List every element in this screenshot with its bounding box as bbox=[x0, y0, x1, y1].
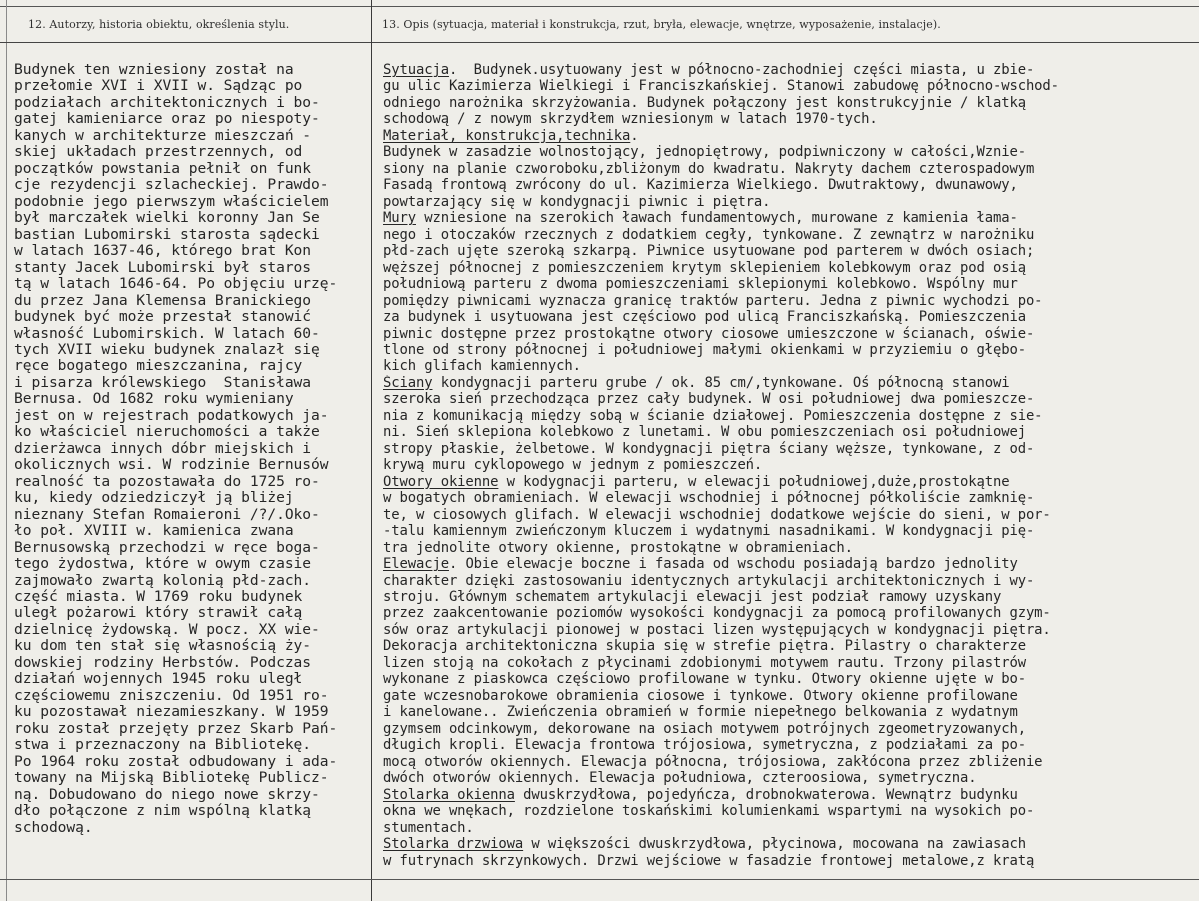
line-text: węższej północnej z pomieszczeniem krytym sklepieniem kolebkowym oraz pod osią bbox=[383, 259, 1026, 276]
text-line bbox=[14, 375, 371, 391]
line-text: początków powstania pełnił on funk bbox=[14, 160, 312, 177]
line-text: w latach 1637-46, którego brat Kon bbox=[14, 243, 312, 260]
text-line bbox=[383, 540, 1199, 556]
line-text: dzielnicę żydowską. W pocz. XX wie- bbox=[14, 621, 320, 638]
text-line bbox=[14, 227, 371, 243]
line-text: piwnic dostępne przez prostokątne otwory ciosowe umieszczone w ścianach, oświe- bbox=[383, 325, 1035, 342]
text-line bbox=[14, 704, 371, 720]
line-text: Budynek ten wzniesiony został na bbox=[14, 62, 294, 78]
text-line bbox=[383, 605, 1199, 621]
header-rule bbox=[0, 42, 1199, 43]
text-line bbox=[14, 490, 371, 506]
line-text: ną. Dobudowano do niego nowe skrzy- bbox=[14, 786, 320, 803]
text-line bbox=[14, 622, 371, 638]
line-text: częściowemu zniszczeniu. Od 1951 ro- bbox=[14, 687, 329, 704]
subheading: Stolarka okienna bbox=[383, 786, 515, 803]
text-line bbox=[383, 671, 1199, 687]
line-text: przełomie XVI i XVII w. Sądząc po bbox=[14, 78, 303, 95]
text-line bbox=[383, 573, 1199, 589]
line-text: ło poł. XVIII w. kamienica zwana bbox=[14, 523, 294, 540]
text-line bbox=[383, 326, 1199, 342]
line-text: Dekoracja architektoniczna skupia się w strefie piętra. Pilastry o charakterze bbox=[383, 638, 1026, 655]
text-line bbox=[383, 177, 1199, 193]
line-text: Fasadą frontową zwrócony do ul. Kazimierza Wielkiego. Dwutraktowy, dwunawowy, bbox=[383, 177, 1018, 194]
line-text: schodową. bbox=[14, 819, 93, 836]
text-line bbox=[383, 507, 1199, 523]
line-text: du przez Jana Klemensa Branickiego bbox=[14, 292, 312, 309]
text-line bbox=[383, 62, 1199, 78]
line-text: w kodygnacji parteru, w elewacji południowej,duże,prostokątne bbox=[498, 473, 1010, 490]
line-text: za budynek i usytuowana jest częściowo pod ulicą Franciszkańską. Pomieszczenia bbox=[383, 309, 1026, 326]
text-line bbox=[383, 111, 1199, 127]
line-text: sów oraz artykulacji pionowej w postaci lizen występujących w kondygnacji piętra. bbox=[383, 621, 1051, 638]
line-text: pomiędzy piwnicami wyznacza granicę traktów parteru. Jedna z piwnic wychodzi po- bbox=[383, 292, 1043, 309]
text-line bbox=[383, 754, 1199, 770]
text-line bbox=[383, 655, 1199, 671]
line-text: tych XVII wieku budynek znalazł się bbox=[14, 341, 320, 358]
line-text: Budynek w zasadzie wolnostojący, jednopiętrowy, podpiwniczony w całości,Wznie- bbox=[383, 144, 1026, 161]
line-text: ręce bogatego mieszczanina, rajcy bbox=[14, 358, 303, 375]
text-line bbox=[14, 671, 371, 687]
text-line bbox=[14, 78, 371, 94]
line-text: gzymsem odcinkowym, dekorowane na osiach motywem potrójnych zgeometryzowanych, bbox=[383, 720, 1026, 737]
text-line bbox=[14, 754, 371, 770]
line-text: stropy płaskie, żelbetowe. W kondygnacji piętra ściany węższe, tynkowane, z od- bbox=[383, 440, 1035, 457]
line-text: dowskiej rodziny Herbstów. Podczas bbox=[14, 654, 312, 671]
text-line bbox=[14, 293, 371, 309]
text-line bbox=[383, 194, 1199, 210]
text-line bbox=[383, 78, 1199, 94]
line-text: charakter dzięki zastosowaniu identycznych artykulacji architektonicznych i wy- bbox=[383, 572, 1035, 589]
line-text: stroju. Głównym schematem artykulacji elewacji jest podział ramowy uzyskany bbox=[383, 589, 1002, 605]
text-line bbox=[14, 342, 371, 358]
history-column bbox=[14, 62, 371, 836]
line-text: własność Lubomirskich. W latach 60- bbox=[14, 325, 320, 342]
section-13-header: 13. Opis (sytuacja, materiał i konstrukcja, rzut, bryła, elewacje, wnętrze, wyposażenie, instalacje). bbox=[382, 18, 941, 31]
text-line bbox=[383, 622, 1199, 638]
text-line bbox=[14, 358, 371, 374]
text-line bbox=[14, 144, 371, 160]
text-line bbox=[14, 803, 371, 819]
line-text: podziałach architektonicznych i bo- bbox=[14, 94, 320, 111]
line-text: stumentach. bbox=[383, 819, 474, 836]
text-line bbox=[14, 655, 371, 671]
text-line bbox=[383, 276, 1199, 292]
line-text: w bogatych obramieniach. W elewacji wschodniej i północnej półkoliście zamknię- bbox=[383, 490, 1035, 507]
line-text: gatej kamieniarce oraz po niespoty- bbox=[14, 111, 320, 128]
text-line bbox=[14, 523, 371, 539]
text-line bbox=[14, 770, 371, 786]
text-line bbox=[14, 260, 371, 276]
description-column bbox=[383, 62, 1199, 869]
line-text: szeroka sień przechodząca przez cały budynek. W osi południowej dwa pomieszcze- bbox=[383, 391, 1035, 408]
text-line bbox=[383, 490, 1199, 506]
text-line bbox=[383, 441, 1199, 457]
text-line bbox=[14, 457, 371, 473]
subheading: Stolarka drzwiowa bbox=[383, 836, 524, 853]
line-text: dzierżawca innych dóbr miejskich i bbox=[14, 440, 312, 457]
text-line bbox=[383, 210, 1199, 226]
text-line bbox=[383, 375, 1199, 391]
line-text: nia z komunikacją między sobą w ścianie działowej. Pomieszczenia dostępne z sie- bbox=[383, 407, 1043, 424]
subheading: Otwory okienne bbox=[383, 473, 499, 490]
line-text: te, w ciosowych glifach. W elewacji wschodniej dodatkowe wejście do sieni, w por- bbox=[383, 506, 1051, 523]
line-text: budynek być może przestał stanowić bbox=[14, 309, 312, 326]
line-text: działań wojennych 1945 roku uległ bbox=[14, 671, 303, 688]
line-text: i pisarza królewskiego Stanisława bbox=[14, 374, 312, 391]
text-line bbox=[14, 638, 371, 654]
text-line bbox=[383, 836, 1199, 852]
text-line bbox=[14, 573, 371, 589]
line-text: realność ta pozostawała do 1725 ro- bbox=[14, 473, 320, 490]
line-text: dwuskrzydłowa, pojedyńcza, drobnokwaterowa. Wewnątrz budynku bbox=[514, 786, 1018, 803]
text-line bbox=[383, 144, 1199, 160]
text-line bbox=[383, 820, 1199, 836]
text-line bbox=[383, 424, 1199, 440]
text-line bbox=[383, 737, 1199, 753]
text-line bbox=[14, 556, 371, 572]
line-text: przez zaakcentowanie poziomów wysokości kondygnacji za pomocą profilowanych gzym- bbox=[383, 605, 1051, 622]
text-line bbox=[14, 194, 371, 210]
text-line bbox=[383, 474, 1199, 490]
text-line bbox=[383, 243, 1199, 259]
line-text: wykonane z piaskowca częściowo profilowane w tynku. Otwory okienne ujęte w bo- bbox=[383, 671, 1026, 688]
text-line bbox=[383, 408, 1199, 424]
line-text: część miasta. W 1769 roku budynek bbox=[14, 589, 303, 605]
line-text: mocą otworów okiennych. Elewacja północna, trójosiowa, zakłócona przez zbliżenie bbox=[383, 753, 1043, 770]
line-text: kich glifach kamiennych. bbox=[383, 358, 581, 375]
text-line bbox=[14, 161, 371, 177]
line-text: . Budynek.usytuowany jest w północno-zachodniej części miasta, u zbie- bbox=[448, 62, 1035, 78]
text-line bbox=[383, 523, 1199, 539]
text-line bbox=[14, 243, 371, 259]
text-line bbox=[14, 589, 371, 605]
text-line bbox=[383, 358, 1199, 374]
text-line bbox=[14, 128, 371, 144]
text-line bbox=[14, 507, 371, 523]
line-text: towany na Mijską Bibliotekę Publicz- bbox=[14, 770, 329, 787]
text-line bbox=[14, 441, 371, 457]
line-text: bastian Lubomirski starosta sądecki bbox=[14, 226, 320, 243]
text-line bbox=[383, 787, 1199, 803]
line-text: okolicznych wsi. W rodzinie Bernusów bbox=[14, 457, 329, 474]
line-text: nieznany Stefan Romaieroni /?/.Oko- bbox=[14, 506, 320, 523]
text-line bbox=[14, 391, 371, 407]
text-line bbox=[14, 721, 371, 737]
line-text: gu ulic Kazimierza Wielkiegi i Franciszkańskiej. Stanowi zabudowę północno-wschod- bbox=[383, 78, 1059, 95]
text-line bbox=[14, 737, 371, 753]
line-text: . Obie elewacje boczne i fasada od wschodu posiadają bardzo jednolity bbox=[448, 556, 1018, 573]
text-line bbox=[14, 408, 371, 424]
line-text: Bernusowską przechodzi w ręce boga- bbox=[14, 539, 320, 556]
top-edge-line bbox=[0, 6, 1199, 7]
line-text: . bbox=[630, 127, 639, 144]
text-line bbox=[14, 62, 371, 78]
line-text: w większości dwuskrzydłowa, płycinowa, mocowana na zawiasach bbox=[523, 836, 1026, 853]
section-12-header: 12. Autorzy, historia obiektu, określenia stylu. bbox=[28, 18, 290, 31]
line-text: cje rezydencji szlacheckiej. Prawdo- bbox=[14, 177, 329, 194]
line-text: tą w latach 1646-64. Po objęciu urzę- bbox=[14, 276, 338, 293]
line-text: dło połączone z nim wspólną klatką bbox=[14, 803, 312, 820]
line-text: tego żydostwa, które w owym czasie bbox=[14, 556, 312, 573]
line-text: krywą muru cyklopowego w jednym z pomieszczeń. bbox=[383, 457, 763, 474]
line-text: dwóch otworów okiennych. Elewacja południowa, czteroosiowa, symetryczna. bbox=[383, 770, 977, 787]
subheading: Mury bbox=[383, 210, 416, 227]
line-text: odniego narożnika skrzyżowania. Budynek połączony jest konstrukcyjnie / klatką bbox=[383, 94, 1026, 111]
text-line bbox=[383, 128, 1199, 144]
text-line bbox=[383, 704, 1199, 720]
line-text: jest on w rejestrach podatkowych ja- bbox=[14, 407, 329, 424]
line-text: stwa i przeznaczony na Bibliotekę. bbox=[14, 737, 312, 754]
text-line bbox=[14, 177, 371, 193]
line-text: skiej układach przestrzennych, od bbox=[14, 144, 303, 161]
line-text: długich kropli. Elewacja frontowa trójosiowa, symetryczna, z podziałami za po- bbox=[383, 737, 1026, 754]
subheading: Elewacje bbox=[383, 556, 449, 573]
text-line bbox=[383, 260, 1199, 276]
line-text: kondygnacji parteru grube / ok. 85 cm/,tynkowane. Oś północną stanowi bbox=[432, 374, 1010, 391]
text-line bbox=[383, 770, 1199, 786]
line-text: nego i otoczaków rzecznych z dodatkiem cegły, tynkowane. Z zewnątrz w narożniku bbox=[383, 226, 1035, 243]
text-line bbox=[383, 309, 1199, 325]
line-text: był marczałek wielki koronny Jan Se bbox=[14, 210, 320, 227]
left-margin-line bbox=[6, 0, 7, 901]
line-text: tra jednolite otwory okienne, prostokątne w obramieniach. bbox=[383, 539, 853, 556]
line-text: powtarzający się w kondygnacji piwnic i piętra. bbox=[383, 193, 771, 210]
line-text: ko właściciel nieruchomości a także bbox=[14, 424, 320, 441]
subheading: Materiał, konstrukcja,technika bbox=[383, 127, 631, 144]
text-line bbox=[383, 293, 1199, 309]
text-line bbox=[383, 721, 1199, 737]
text-line bbox=[383, 342, 1199, 358]
line-text: lizen stoją na cokołach z płycinami zdobionymi motywem rautu. Trzony pilastrów bbox=[383, 654, 1026, 671]
subheading: Sytuacja bbox=[383, 62, 449, 78]
text-line bbox=[14, 787, 371, 803]
line-text: schodową / z nowym skrzydłem wzniesionym w latach 1970-tych. bbox=[383, 111, 878, 128]
line-text: wzniesione na szerokich ławach fundamentowych, murowane z kamienia łama- bbox=[415, 210, 1018, 227]
text-line bbox=[383, 803, 1199, 819]
text-line bbox=[14, 605, 371, 621]
line-text: Bernusa. Od 1682 roku wymieniany bbox=[14, 391, 294, 408]
line-text: gate wczesnobarokowe obramienia ciosowe i tynkowe. Otwory okienne profilowane bbox=[383, 687, 1018, 704]
text-line bbox=[14, 111, 371, 127]
text-line bbox=[14, 540, 371, 556]
line-text: i kanelowane.. Zwieńczenia obramień w formie niepełnego belkowania z wydatnym bbox=[383, 704, 1018, 721]
line-text: Po 1964 roku został odbudowany i ada- bbox=[14, 753, 338, 770]
line-text: kanych w architekturze mieszczań - bbox=[14, 127, 312, 144]
line-text: płd-zach ujęte szeroką szkarpą. Piwnice usytuowane pod parterem w dwóch osiach; bbox=[383, 243, 1035, 260]
text-line bbox=[383, 638, 1199, 654]
line-text: siony na planie czworoboku,zbliżonym do kwadratu. Nakryty dachem czterospadowym bbox=[383, 160, 1035, 177]
column-divider bbox=[371, 0, 372, 901]
line-text: roku został przejęty przez Skarb Pań- bbox=[14, 720, 338, 737]
line-text: południową parteru z dwoma pomieszczeniami sklepionymi kolebkowo. Wspólny mur bbox=[383, 276, 1018, 293]
text-line bbox=[383, 95, 1199, 111]
line-text: stanty Jacek Lubomirski był staros bbox=[14, 259, 312, 276]
text-line bbox=[14, 95, 371, 111]
line-text: zajmowało zwartą kolonią płd-zach. bbox=[14, 572, 312, 589]
line-text: -talu kamiennym zwieńczonym kluczem i wydatnymi nasadnikami. W kondygnacji pię- bbox=[383, 523, 1035, 540]
text-line bbox=[14, 688, 371, 704]
text-line bbox=[14, 424, 371, 440]
line-text: okna we wnękach, rozdzielone toskańskimi kolumienkami wspartymi na wysokich po- bbox=[383, 803, 1035, 820]
text-line bbox=[383, 227, 1199, 243]
line-text: uległ pożarowi który strawił całą bbox=[14, 605, 303, 622]
text-line bbox=[383, 853, 1199, 869]
line-text: podobnie jego pierwszym właścicielem bbox=[14, 193, 329, 210]
text-line bbox=[14, 276, 371, 292]
text-line bbox=[383, 457, 1199, 473]
line-text: tlone od strony północnej i południowej małymi okienkami w przyziemiu o głębo- bbox=[383, 341, 1026, 358]
line-text: ku pozostawał niezamieszkany. W 1959 bbox=[14, 704, 329, 721]
bottom-rule bbox=[0, 879, 1199, 880]
subheading: Ściany bbox=[383, 374, 433, 391]
text-line bbox=[14, 210, 371, 226]
text-line bbox=[383, 688, 1199, 704]
text-line bbox=[383, 161, 1199, 177]
text-line bbox=[14, 474, 371, 490]
line-text: ni. Sień sklepiona kolebkowo z lunetami. W obu pomieszczeniach osi południowej bbox=[383, 424, 1026, 441]
line-text: ku dom ten stał się własnością ży- bbox=[14, 638, 312, 655]
text-line bbox=[14, 326, 371, 342]
text-line bbox=[14, 820, 371, 836]
text-line bbox=[383, 556, 1199, 572]
text-line bbox=[383, 391, 1199, 407]
line-text: ku, kiedy odziedziczył ją bliżej bbox=[14, 490, 294, 507]
line-text: w futrynach skrzynkowych. Drzwi wejściowe w fasadzie frontowej metalowe,z kratą bbox=[383, 852, 1035, 869]
text-line bbox=[383, 589, 1199, 605]
text-line bbox=[14, 309, 371, 325]
